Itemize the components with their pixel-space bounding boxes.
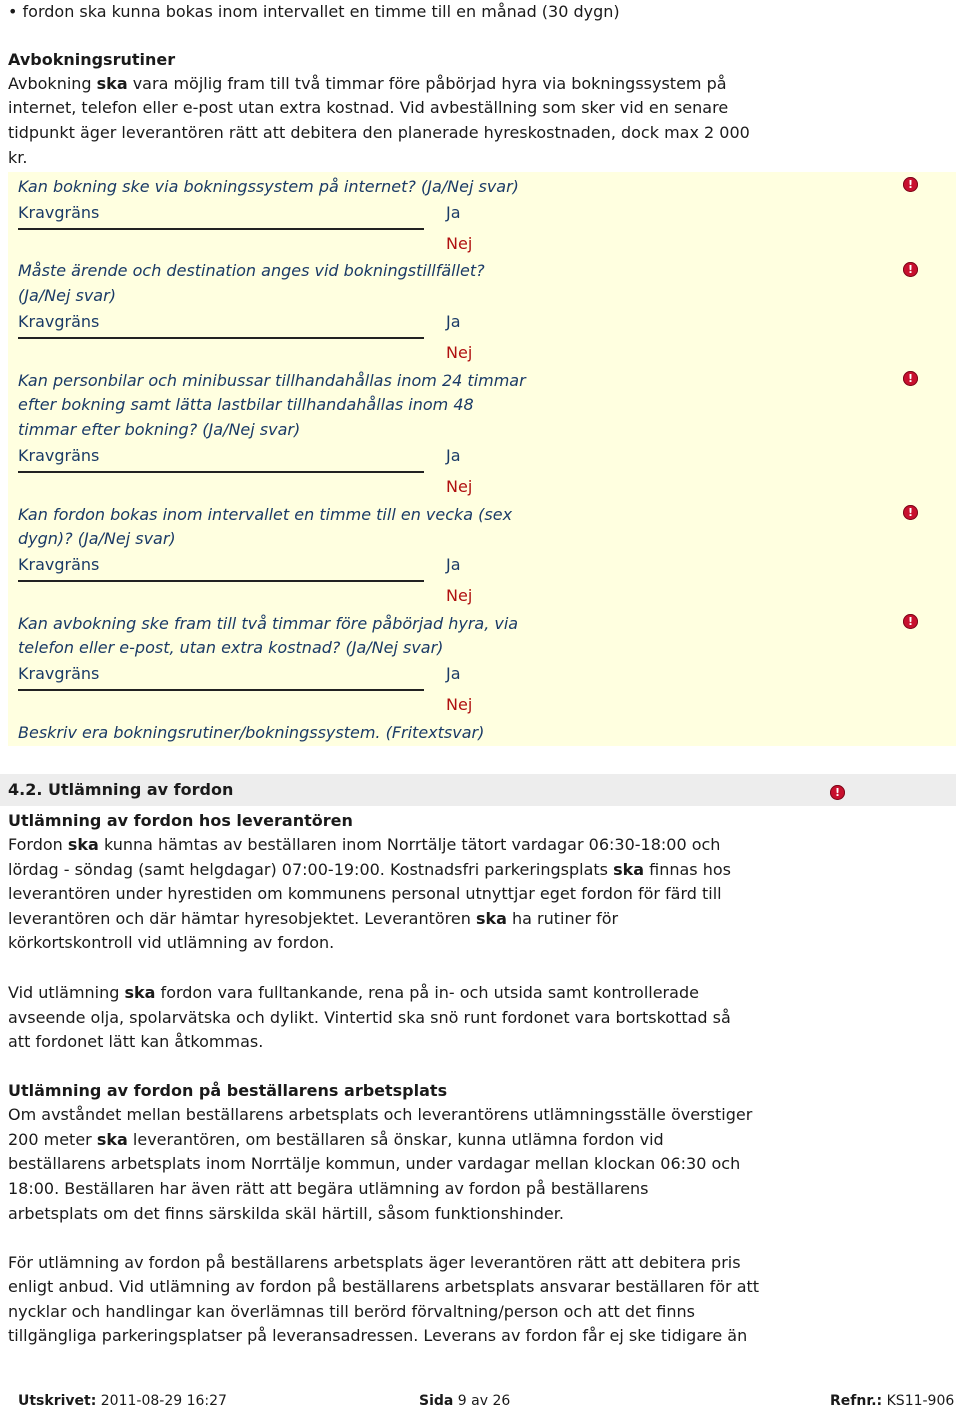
bullet-dot: • bbox=[8, 2, 23, 21]
question-4-text: Kan fordon bokas inom intervallet en timme till en vecka (sex bbox=[18, 505, 513, 524]
answer-nej[interactable]: Nej bbox=[446, 477, 473, 496]
kravgrans-label: Kravgräns bbox=[18, 312, 100, 331]
answer-ja[interactable]: Ja bbox=[446, 446, 461, 465]
paragraph-line: körkortskontroll vid utlämning av fordon. bbox=[8, 933, 335, 952]
section-title: 4.2. Utlämning av fordon bbox=[8, 780, 234, 799]
bullet-text: fordon ska kunna bokas inom intervallet en timme till en månad (30 dygn) bbox=[22, 2, 620, 21]
paragraph-line: leverantören och där hämtar hyresobjektet. Leverantören ska ha rutiner för bbox=[8, 909, 619, 928]
kravgrans-input[interactable] bbox=[18, 337, 424, 339]
question-5-text: telefon eller e-post, utan extra kostnad? (Ja/Nej svar) bbox=[18, 638, 444, 657]
utlamning-heading: Utlämning av fordon hos leverantören bbox=[8, 811, 353, 830]
paragraph-line: lördag - söndag (samt helgdagar) 07:00-19:00. Kostnadsfri parkeringsplats ska finnas hos bbox=[8, 860, 731, 879]
avbokning-text-line: internet, telefon eller e-post utan extra kostnad. Vid avbeställning som sker vid en senare bbox=[8, 98, 729, 117]
question-2-text: Måste ärende och destination anges vid bokningstillfället? bbox=[18, 261, 485, 280]
paragraph-line: tillgängliga parkeringsplatser på leveransadressen. Leverans av fordon får ej ske tidigare än bbox=[8, 1326, 748, 1345]
paragraph-line: Om avståndet mellan beställarens arbetsplats och leverantörens utlämningsställe överstiger bbox=[8, 1105, 753, 1124]
kravgrans-input[interactable] bbox=[18, 689, 424, 691]
warning-icon: ! bbox=[903, 614, 918, 629]
paragraph-line: För utlämning av fordon på beställarens arbetsplats äger leverantören rätt att debitera pris bbox=[8, 1253, 741, 1272]
question-box bbox=[8, 172, 956, 746]
kravgrans-label: Kravgräns bbox=[18, 203, 100, 222]
avbokning-text-line: tidpunkt äger leverantören rätt att debitera den planerade hyreskostnaden, dock max 2 000 bbox=[8, 123, 750, 142]
paragraph-line: beställarens arbetsplats inom Norrtälje kommun, under vardagar mellan klockan 06:30 och bbox=[8, 1154, 741, 1173]
utlamning-heading: Utlämning av fordon på beställarens arbetsplats bbox=[8, 1081, 448, 1100]
answer-ja[interactable]: Ja bbox=[446, 203, 461, 222]
paragraph-line: arbetsplats om det finns särskilda skäl härtill, såsom funktionshinder. bbox=[8, 1204, 564, 1223]
paragraph-line: nycklar och handlingar kan överlämnas till berörd förvaltning/person och att det finns bbox=[8, 1302, 695, 1321]
answer-ja[interactable]: Ja bbox=[446, 664, 461, 683]
kravgrans-input[interactable] bbox=[18, 228, 424, 230]
answer-ja[interactable]: Ja bbox=[446, 312, 461, 331]
warning-icon: ! bbox=[903, 371, 918, 386]
paragraph-line: leverantören under hyrestiden om kommunens personal utnyttjar eget fordon för färd till bbox=[8, 884, 722, 903]
question-5-text: Kan avbokning ske fram till två timmar före påbörjad hyra, via bbox=[18, 614, 519, 633]
footer-printed: Utskrivet: 2011-08-29 16:27 bbox=[18, 1393, 227, 1409]
kravgrans-input[interactable] bbox=[18, 471, 424, 473]
kravgrans-label: Kravgräns bbox=[18, 446, 100, 465]
question-1-text: Kan bokning ske via bokningssystem på internet? (Ja/Nej svar) bbox=[18, 177, 519, 196]
footer-page: Sida 9 av 26 bbox=[419, 1393, 511, 1409]
answer-ja[interactable]: Ja bbox=[446, 555, 461, 574]
kravgrans-label: Kravgräns bbox=[18, 555, 100, 574]
kravgrans-input[interactable] bbox=[18, 580, 424, 582]
avbokning-text-line: Avbokning ska vara möjlig fram till två timmar före påbörjad hyra via bokningssystem på bbox=[8, 74, 727, 93]
question-4-text: dygn)? (Ja/Nej svar) bbox=[18, 529, 176, 548]
warning-icon: ! bbox=[903, 505, 918, 520]
paragraph-line: att fordonet lätt kan åtkommas. bbox=[8, 1032, 264, 1051]
question-2-text: (Ja/Nej svar) bbox=[18, 286, 116, 305]
paragraph-line: avseende olja, spolarvätska och dylikt. Vintertid ska snö runt fordonet vara bortskottad så bbox=[8, 1008, 731, 1027]
warning-icon: ! bbox=[830, 785, 845, 800]
answer-nej[interactable]: Nej bbox=[446, 586, 473, 605]
question-3-text: efter bokning samt lätta lastbilar tillhandahållas inom 48 bbox=[18, 395, 474, 414]
question-3-text: timmar efter bokning? (Ja/Nej svar) bbox=[18, 420, 301, 439]
question-6-text: Beskriv era bokningsrutiner/bokningssystem. (Fritextsvar) bbox=[18, 723, 485, 742]
section-number: 4.2. bbox=[8, 780, 43, 799]
warning-icon: ! bbox=[903, 177, 918, 192]
avbokning-text-line: kr. bbox=[8, 148, 28, 167]
paragraph-line: Fordon ska kunna hämtas av beställaren inom Norrtälje tätort vardagar 06:30-18:00 och bbox=[8, 835, 721, 854]
question-3-text: Kan personbilar och minibussar tillhandahållas inom 24 timmar bbox=[18, 371, 526, 390]
warning-icon: ! bbox=[903, 262, 918, 277]
kravgrans-label: Kravgräns bbox=[18, 664, 100, 683]
intro-bullet bbox=[8, 2, 620, 22]
footer-refnr: Refnr.: KS11-906 bbox=[830, 1393, 955, 1409]
paragraph-line: enligt anbud. Vid utlämning av fordon på beställarens arbetsplats ansvarar beställaren för att bbox=[8, 1277, 760, 1296]
answer-nej[interactable]: Nej bbox=[446, 695, 473, 714]
avbokning-heading: Avbokningsrutiner bbox=[8, 50, 176, 69]
paragraph-line: 18:00. Beställaren har även rätt att begära utlämning av fordon på beställarens bbox=[8, 1179, 649, 1198]
paragraph-line: Vid utlämning ska fordon vara fulltankande, rena på in- och utsida samt kontrollerade bbox=[8, 983, 699, 1002]
answer-nej[interactable]: Nej bbox=[446, 234, 473, 253]
paragraph-line: 200 meter ska leverantören, om beställaren så önskar, kunna utlämna fordon vid bbox=[8, 1130, 664, 1149]
answer-nej[interactable]: Nej bbox=[446, 343, 473, 362]
